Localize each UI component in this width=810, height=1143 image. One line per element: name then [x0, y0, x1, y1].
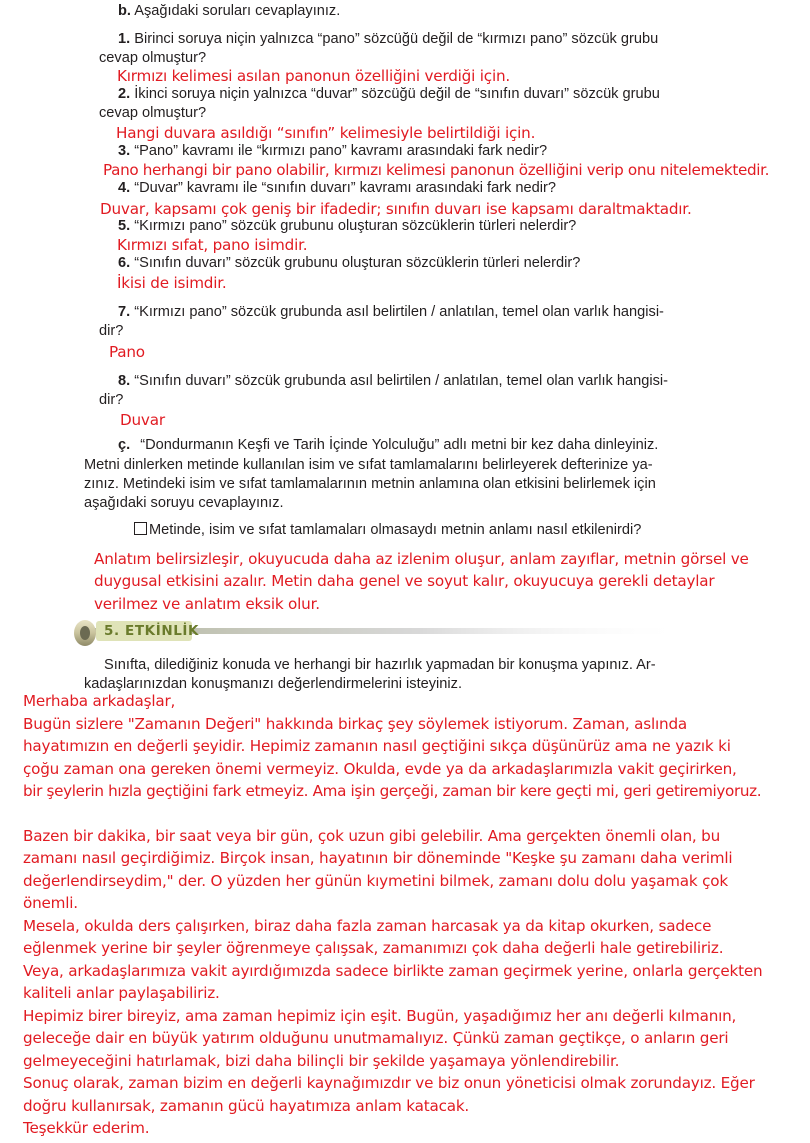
section-c-question — [134, 521, 641, 540]
section-b-text: Aşağıdaki soruları cevaplayınız. — [134, 3, 341, 19]
answer-6: İkisi de isimdir. — [117, 274, 227, 292]
question-2-line2: cevap olmuştur? — [99, 105, 207, 121]
question-number: 4. — [118, 180, 131, 196]
answer-7: Pano — [109, 343, 145, 361]
question-number: 8. — [118, 373, 131, 389]
section-c-line4: aşağıdaki soruyu cevaplayınız. — [84, 495, 284, 511]
section-c-line1 — [118, 436, 658, 455]
section-c-text: “Dondurmanın Keşfi ve Tarih İçinde Yolculuğu” adlı metni bir kez daha dinleyiniz. — [140, 437, 659, 453]
question-text: “Kırmızı pano” sözcük grubunda asıl belirtilen / anlatılan, temel olan varlık hangisi- — [134, 304, 664, 320]
question-2-line1 — [118, 85, 660, 104]
question-text: “Pano” kavramı ile “kırmızı pano” kavramı arasındaki fark nedir? — [134, 143, 548, 159]
checkbox-icon — [134, 522, 147, 535]
speech-line: hayatımızın en değerli şeyidir. Hepimiz zamanın nasıl geçtiğini sıkça düşünürüz ama ne yazık ki — [23, 737, 731, 755]
answer-8: Duvar — [120, 411, 165, 429]
speech-line: eğlenmek yerine bir şeyler öğrenmeye çalışsak, zamanımızı çok daha değerli hale getirebiliriz. — [23, 939, 724, 957]
question-8-line2: dir? — [99, 392, 124, 408]
speech-line: Bugün sizlere "Zamanın Değeri" hakkında birkaç şey söylemek istiyorum. Zaman, aslında — [23, 715, 687, 733]
question-number: 5. — [118, 218, 131, 234]
speech-line: çoğu zaman ona gereken önemi vermeyiz. Okulda, evde ya da arkadaşlarımızla vakit geçirirken, — [23, 760, 737, 778]
question-number: 7. — [118, 304, 131, 320]
answer-1: Kırmızı kelimesi asılan panonun özelliğini verdiği için. — [117, 67, 511, 85]
question-text: “Sınıfın duvarı” sözcük grubunda asıl belirtilen / anlatılan, temel olan varlık hangisi- — [134, 373, 668, 389]
question-number: 6. — [118, 255, 131, 271]
question-7-line1 — [118, 303, 664, 322]
speech-line: bir şeylerin hızla geçtiğini fark etmeyiz. Ama işin gerçeği, zaman bir kere geçti mi, geri getiremiyoruz. — [23, 782, 762, 800]
section-c-label: ç. — [118, 437, 131, 453]
question-1-line2: cevap olmuştur? — [99, 50, 207, 66]
section-b-label: b. — [118, 3, 131, 19]
activity-line2: kadaşlarınızdan konuşmanızı değerlendirmelerini isteyiniz. — [84, 676, 463, 692]
activity-title: 5. ETKİNLİK — [104, 623, 200, 639]
speech-line: zamanı nasıl geçirdiğimiz. Birçok insan, hayatının bir döneminde "Keşke şu zamanı daha verimli — [23, 849, 733, 867]
speech-line: doğru kullanırsak, zamanın gücü hayatımıza anlam katacak. — [23, 1097, 470, 1115]
question-1-line1 — [118, 30, 658, 49]
speech-line: geleceğe dair en büyük yatırım olduğunu unutmamalıyız. Çünkü zaman geçtikçe, o anların geri — [23, 1029, 729, 1047]
answer-2: Hangi duvara asıldığı “sınıfın” kelimesiyle belirtildiği için. — [116, 124, 536, 142]
question-text: İkinci soruya niçin yalnızca “duvar” sözcüğü değil de “sınıfın duvarı” sözcük grubu — [134, 86, 660, 102]
section-c-line3: zınız. Metindeki isim ve sıfat tamlamalarının metnin anlamına olan etkisini belirlemek için — [84, 476, 656, 492]
question-text: “Duvar” kavramı ile “sınıfın duvarı” kavramı arasındaki fark nedir? — [134, 180, 556, 196]
section-b-instruction — [118, 2, 340, 21]
answer-3: Pano herhangi bir pano olabilir, kırmızı kelimesi panonun özelliğini verip onu nitelemektedir. — [103, 161, 770, 179]
question-8-line1 — [118, 372, 668, 391]
question-7-line2: dir? — [99, 323, 124, 339]
question-3 — [118, 142, 547, 161]
question-text: “Sınıfın duvarı” sözcük grubunu oluşturan sözcüklerin türleri nelerdir? — [134, 255, 581, 271]
section-c-answer-line3: verilmez ve anlatım eksik olur. — [94, 595, 320, 613]
question-number: 2. — [118, 86, 131, 102]
section-c-line2: Metni dinlerken metinde kullanılan isim ve sıfat tamlamalarını belirleyerek defterinize ya- — [84, 457, 653, 473]
speech-line: Sonuç olarak, zaman bizim en değerli kaynağımızdır ve biz onun yöneticisi olmak zorundayız. Eğer — [23, 1074, 755, 1092]
section-c-question-text: Metinde, isim ve sıfat tamlamaları olmasaydı metnin anlamı nasıl etkilenirdi? — [149, 522, 642, 538]
speech-line: değerlendirseydim," der. O yüzden her günün kıymetini bilmek, zamanı dolu dolu yaşamak çok — [23, 872, 728, 890]
speech-line: Teşekkür ederim. — [23, 1119, 150, 1137]
question-number: 3. — [118, 143, 131, 159]
question-text: Birinci soruya niçin yalnızca “pano” sözcüğü değil de “kırmızı pano” sözcük grubu — [134, 31, 659, 47]
speech-line: Merhaba arkadaşlar, — [23, 692, 176, 710]
speech-line: Veya, arkadaşlarımıza vakit ayırdığımızda sadece birlikte zaman geçirmek yerine, onlarla gerçekten — [23, 962, 763, 980]
question-6 — [118, 254, 580, 273]
speech-line: gelmeyeceğini hatırlamak, bizi daha bilinçli bir şekilde yaşamaya yönlendirebilir. — [23, 1052, 620, 1070]
question-text: “Kırmızı pano” sözcük grubunu oluşturan sözcüklerin türleri nelerdir? — [134, 218, 577, 234]
question-number: 1. — [118, 31, 131, 47]
speech-line: kaliteli anlar paylaşabiliriz. — [23, 984, 220, 1002]
speech-line: Hepimiz birer bireyiz, ama zaman hepimiz için eşit. Bugün, yaşadığımız her anı değerli kılmanın, — [23, 1007, 737, 1025]
speech-line: Mesela, okulda ders çalışırken, biraz daha fazla zaman harcasak ya da kitap okurken, sadece — [23, 917, 712, 935]
answer-4: Duvar, kapsamı çok geniş bir ifadedir; sınıfın duvarı ise kapsamı daraltmaktadır. — [100, 200, 692, 218]
speech-line: Bazen bir dakika, bir saat veya bir gün, çok uzun gibi gelebilir. Ama gerçekten önemli olan, bu — [23, 827, 721, 845]
speech-line: önemli. — [23, 894, 78, 912]
answer-5: Kırmızı sıfat, pano isimdir. — [117, 236, 308, 254]
section-c-answer-line1: Anlatım belirsizleşir, okuyucuda daha az izlenim oluşur, anlam zayıflar, metnin görsel ve — [94, 550, 749, 568]
question-4 — [118, 179, 556, 198]
section-c-answer-line2: duygusal etkisini azalır. Metin daha genel ve soyut kalır, okuyucuya gerekli detaylar — [94, 572, 715, 590]
activity-line1: Sınıfta, dilediğiniz konuda ve herhangi bir hazırlık yapmadan bir konuşma yapınız. Ar- — [104, 657, 656, 673]
question-5 — [118, 217, 576, 236]
